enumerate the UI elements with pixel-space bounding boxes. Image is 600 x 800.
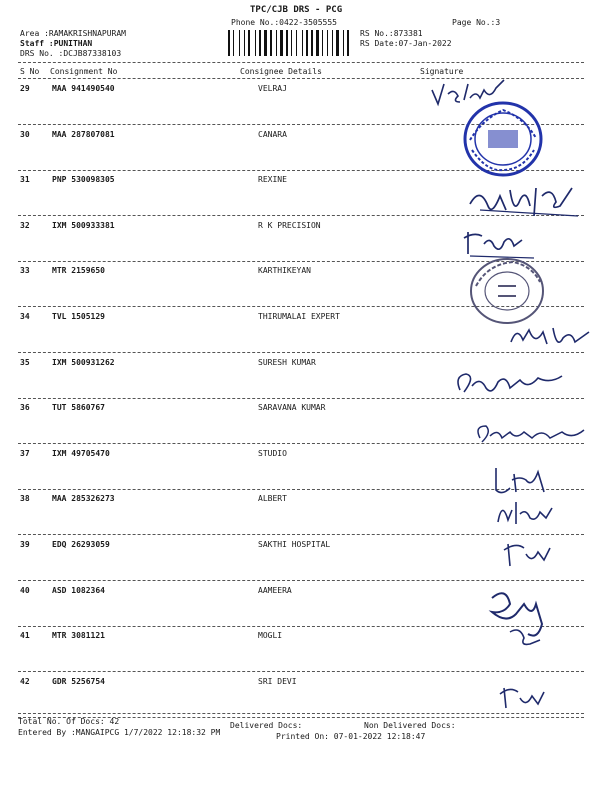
row-serial-number: 42 [20, 677, 30, 686]
signature-row-38 [490, 492, 560, 534]
phone-number: Phone No.:0422-3505555 [231, 18, 337, 27]
signature-row-39 [500, 536, 560, 572]
page-number: Page No.:3 [452, 18, 501, 27]
row-divider [18, 534, 584, 535]
row-serial-number: 41 [20, 631, 30, 640]
barcode-bar [336, 30, 339, 56]
col-header-consignee: Consignee Details [240, 67, 322, 76]
total-docs: Total No. Of Docs: 42 [18, 717, 120, 726]
row-consignee-name: SARAVANA KUMAR [258, 403, 326, 412]
row-consignee-name: AAMEERA [258, 586, 292, 595]
barcode-bar [296, 30, 297, 56]
signature-row-36 [472, 418, 597, 454]
barcode-bar [259, 30, 261, 56]
col-header-signature: Signature [420, 67, 464, 76]
barcode-bar [286, 30, 288, 56]
row-consignee-name: REXINE [258, 175, 287, 184]
signature-row-34 [505, 316, 600, 356]
row-consignee-name: VELRAJ [258, 84, 287, 93]
delivered-docs: Delivered Docs: [230, 721, 303, 730]
barcode-bar [311, 30, 313, 56]
row-consignment-number: MAA 941490540 [52, 84, 115, 93]
staff-label: Staff :PUNITHAN [20, 39, 93, 48]
barcode [228, 30, 354, 56]
barcode-bar [316, 30, 319, 56]
barcode-bar [306, 30, 308, 56]
row-consignee-name: KARTHIKEYAN [258, 266, 311, 275]
barcode-bar [233, 30, 234, 56]
barcode-bar [280, 30, 283, 56]
barcode-bar [264, 30, 267, 56]
row-consignment-number: EDQ 26293059 [52, 540, 110, 549]
row-consignee-name: STUDIO [258, 449, 287, 458]
row-consignee-name: THIRUMALAI EXPERT [258, 312, 340, 321]
row-consignment-number: IXM 49705470 [52, 449, 110, 458]
barcode-bar [343, 30, 344, 56]
barcode-bar [332, 30, 333, 56]
row-consignment-number: MAA 285326273 [52, 494, 115, 503]
barcode-bar [291, 30, 292, 56]
row-divider [18, 352, 584, 353]
row-serial-number: 36 [20, 403, 30, 412]
printed-on: Printed On: 07-01-2022 12:18:47 [276, 732, 426, 741]
barcode-bar [239, 30, 240, 56]
row-consignee-name: MOGLI [258, 631, 283, 640]
col-header-sno: S No [20, 67, 40, 76]
barcode-bar [270, 30, 272, 56]
row-consignment-number: MTR 3081121 [52, 631, 105, 640]
barcode-bar [248, 30, 250, 56]
row-serial-number: 34 [20, 312, 30, 321]
barcode-bar [327, 30, 328, 56]
rs-date: RS Date:07-Jan-2022 [360, 39, 452, 48]
signature-row-40-41 [480, 584, 560, 654]
area-label: Area :RAMAKRISHNAPURAM [20, 29, 126, 38]
row-consignment-number: MTR 2159650 [52, 266, 105, 275]
drs-number: DRS No. :DCJB87338103 [20, 49, 122, 58]
row-serial-number: 39 [20, 540, 30, 549]
row-consignee-name: SURESH KUMAR [258, 358, 316, 367]
row-serial-number: 40 [20, 586, 30, 595]
barcode-bar [228, 30, 230, 56]
row-serial-number: 30 [20, 130, 30, 139]
row-consignment-number: MAA 287807081 [52, 130, 115, 139]
row-serial-number: 35 [20, 358, 30, 367]
row-divider [18, 671, 584, 672]
row-consignment-number: IXM 500931262 [52, 358, 115, 367]
row-consignment-number: TVL 1505129 [52, 312, 105, 321]
row-consignment-number: ASD 1082364 [52, 586, 105, 595]
row-consignment-number: IXM 500933381 [52, 221, 115, 230]
row-consignee-name: SAKTHI HOSPITAL [258, 540, 331, 549]
document-title: TPC/CJB DRS - PCG [250, 5, 343, 15]
row-consignment-number: GDR 5256754 [52, 677, 105, 686]
barcode-bar [255, 30, 256, 56]
row-serial-number: 37 [20, 449, 30, 458]
row-divider [18, 580, 584, 581]
row-consignee-name: R K PRECISION [258, 221, 321, 230]
col-header-consignment: Consignment No [50, 67, 118, 76]
row-serial-number: 31 [20, 175, 30, 184]
row-serial-number: 38 [20, 494, 30, 503]
barcode-bar [276, 30, 277, 56]
row-consignee-name: ALBERT [258, 494, 287, 503]
barcode-bar [244, 30, 245, 56]
signature-row-42 [496, 680, 556, 714]
row-serial-number: 33 [20, 266, 30, 275]
signature-row-35 [450, 362, 580, 402]
row-consignee-name: SRI DEVI [258, 677, 297, 686]
barcode-bar [302, 30, 303, 56]
barcode-bar [322, 30, 323, 56]
signature-row-32 [460, 218, 550, 262]
row-consignee-name: CANARA [258, 130, 287, 139]
row-serial-number: 29 [20, 84, 30, 93]
row-consignment-number: TUT 5860767 [52, 403, 105, 412]
barcode-bar [347, 30, 349, 56]
rs-number: RS No.:873381 [360, 29, 423, 38]
header-divider [18, 62, 584, 63]
signature-row-29 [424, 72, 524, 112]
entered-by: Entered By :MANGAIPCG 1/7/2022 12:18:32 PM [18, 728, 221, 737]
row-serial-number: 32 [20, 221, 30, 230]
non-delivered-docs: Non Delivered Docs: [364, 721, 456, 730]
row-consignment-number: PNP 530098305 [52, 175, 115, 184]
footer-divider [18, 713, 584, 714]
